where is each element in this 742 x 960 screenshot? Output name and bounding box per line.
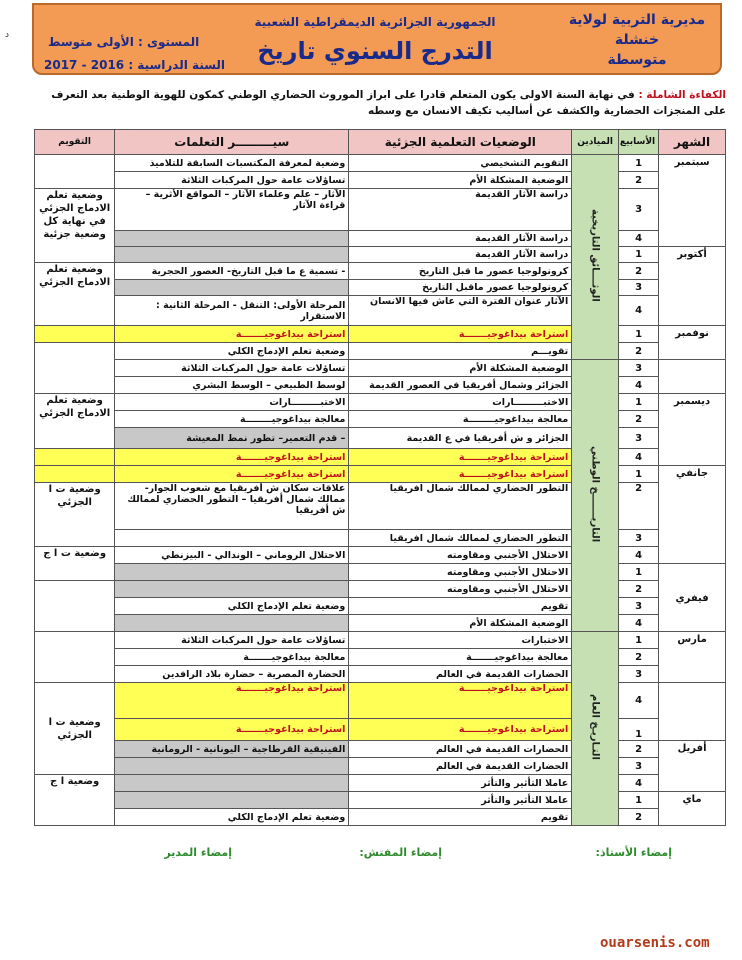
- overall-competence: [26, 87, 726, 119]
- footer-watermark: ouarsenis.com: [600, 935, 710, 951]
- situation-cell: معالجة بيداغوجيــــــــة: [349, 411, 572, 428]
- situation-cell: تقويم: [349, 809, 572, 826]
- competence-label: الكفاءة الشاملة :: [638, 89, 726, 101]
- table-row: [35, 809, 726, 826]
- week-cell: 1: [619, 564, 659, 581]
- week-cell: 1: [619, 326, 659, 343]
- table-row: [35, 564, 726, 581]
- month-cell: ديسمبر: [659, 394, 726, 466]
- table-row: [35, 296, 726, 326]
- situation-cell: تقويـــم: [349, 343, 572, 360]
- month-cell: مارس: [659, 632, 726, 683]
- progress-cell: [115, 231, 349, 247]
- progress-cell: المرحلة الأولى: التنقل - المرحلة الثانية : الاستقرار: [115, 296, 349, 326]
- domain-cell: [572, 155, 619, 360]
- table-row: [35, 172, 726, 189]
- table-row: [35, 530, 726, 547]
- week-cell: 3: [619, 598, 659, 615]
- competence-text: في نهاية السنة الاولى يكون المتعلم قادرا على ابراز الموروث الحضاري الوطني كمكون للهوية الوطنية بعد التعرف على المنجزات الحضارية والكشف عن أساليب تكيف الانسان مع وسطه: [51, 89, 726, 117]
- table-header-row: [35, 130, 726, 155]
- month-cell: أفريل: [659, 741, 726, 792]
- situation-cell: التطور الحضاري لممالك شمال افريقيا: [349, 530, 572, 547]
- month-cell: نوفمبر: [659, 326, 726, 360]
- progress-cell: تساؤلات عامة حول المركبات الثلاثة: [115, 172, 349, 189]
- progress-cell: [115, 581, 349, 598]
- domain-label: التاريـــــــخ الوطني: [589, 445, 601, 543]
- progress-cell: لوسط الطبيعي – الوسط البشري: [115, 377, 349, 394]
- director-signature: إمضاء المدير: [164, 846, 232, 859]
- teacher-signature: إمضاء الأستاذ:: [595, 846, 672, 859]
- month-cell: جانفي: [659, 466, 726, 564]
- progress-cell: [115, 615, 349, 632]
- situation-cell: معالجة بيداغوجيـــــــة: [349, 649, 572, 666]
- situation-cell: استراحة بيداغوجيـــــــة: [349, 466, 572, 483]
- table-row: [35, 343, 726, 360]
- month-cell: فيفري: [659, 564, 726, 632]
- week-cell: 4: [619, 683, 659, 719]
- week-cell: 1: [619, 155, 659, 172]
- domain-cell: [572, 360, 619, 632]
- evaluation-cell: وضعية تعلم الادماج الجزئي: [35, 263, 115, 326]
- situation-cell: الجزائر و ش أفريقيا في ع القديمة: [349, 428, 572, 449]
- situation-cell: كرونولوجيا عصور ما قبل التاريخ: [349, 263, 572, 280]
- month-cell: [659, 683, 726, 741]
- header-month: الشهر: [659, 130, 726, 155]
- progress-cell: الاحتلال الروماني – الوندالي - البيزنطي: [115, 547, 349, 564]
- week-cell: 3: [619, 360, 659, 377]
- evaluation-cell: وضعية ا ج: [35, 775, 115, 826]
- evaluation-cell: [35, 632, 115, 683]
- week-cell: 4: [619, 547, 659, 564]
- progress-cell: وضعية تعلم الإدماج الكلي: [115, 809, 349, 826]
- corner-mark: د: [5, 30, 10, 40]
- progress-cell: [115, 530, 349, 547]
- evaluation-cell: [35, 449, 115, 466]
- month-cell: أكتوبر: [659, 247, 726, 326]
- progress-cell: [115, 247, 349, 263]
- week-cell: 3: [619, 530, 659, 547]
- progress-cell: [115, 758, 349, 775]
- progress-cell: علاقات سكان ش أفريقيا مع شعوب الجوار- ممالك شمال أفريقيا – التطور الحضاري لممالك ش أفريقيا: [115, 483, 349, 530]
- evaluation-cell: وضعية ت ا ج: [35, 547, 115, 581]
- situation-cell: الوضعية المشكلة الأم: [349, 360, 572, 377]
- progress-cell: استراحة بيداغوجيـــــــة: [115, 449, 349, 466]
- table-row: [35, 263, 726, 280]
- week-cell: 4: [619, 449, 659, 466]
- progress-cell: الفينيقية القرطاجية – اليونانية - الرومانية: [115, 741, 349, 758]
- situation-cell: الاختبارات: [349, 632, 572, 649]
- progress-cell: الحضارة المصرية – حضارة بلاد الرافدين: [115, 666, 349, 683]
- progress-cell: [115, 792, 349, 809]
- progress-cell: [115, 564, 349, 581]
- table-row: [35, 632, 726, 649]
- domain-cell: [572, 632, 619, 826]
- situation-cell: الاحتلال الأجنبي ومقاومته: [349, 564, 572, 581]
- situation-cell: التطور الحضاري لممالك شمال افريقيا: [349, 483, 572, 530]
- header-progress: سيـــــــــر التعلمات: [115, 130, 349, 155]
- situation-cell: استراحة بيداغوجيـــــــة: [349, 326, 572, 343]
- progress-cell: - تسمية ع ما قبل التاريخ- العصور الحجرية: [115, 263, 349, 280]
- school-name: متوسطة: [607, 52, 667, 68]
- week-cell: 4: [619, 377, 659, 394]
- week-cell: 4: [619, 775, 659, 792]
- header-situations: الوضعيات التعلمية الجزئية: [349, 130, 572, 155]
- week-cell: 3: [619, 189, 659, 231]
- table-row: [35, 758, 726, 775]
- week-cell: 3: [619, 666, 659, 683]
- week-cell: 2: [619, 263, 659, 280]
- table-row: [35, 683, 726, 719]
- situation-cell: عاملا التأثير والتأثر: [349, 775, 572, 792]
- progress-cell: تساؤلات عامة حول المركبات الثلاثة: [115, 632, 349, 649]
- evaluation-cell: [35, 466, 115, 483]
- table-row: [35, 547, 726, 564]
- evaluation-cell: [35, 155, 115, 189]
- progress-cell: الآثار – علم وعلماء الآثار – المواقع الأثرية – قراءة الآثار: [115, 189, 349, 231]
- progress-cell: معالجة بيداغوجيـــــــة: [115, 649, 349, 666]
- month-cell: [659, 360, 726, 394]
- table-row: [35, 615, 726, 632]
- progress-cell: معالجة بيداغوجيــــــــة: [115, 411, 349, 428]
- domain-label: التـاريـخ العام: [589, 694, 601, 760]
- table-row: [35, 247, 726, 263]
- table-row: [35, 231, 726, 247]
- header-domain: الميادين: [572, 130, 619, 155]
- directorate-block: [562, 10, 712, 70]
- week-cell: 2: [619, 483, 659, 530]
- situation-cell: عاملا التأثير والتأثر: [349, 792, 572, 809]
- table-row: [35, 377, 726, 394]
- table-row: [35, 360, 726, 377]
- progress-cell: وضعية تعلم الإدماج الكلي: [115, 598, 349, 615]
- progress-cell: استراحة بيداغوجيـــــــة: [115, 719, 349, 741]
- week-cell: 3: [619, 280, 659, 296]
- table-row: [35, 792, 726, 809]
- week-cell: 4: [619, 615, 659, 632]
- week-cell: 2: [619, 343, 659, 360]
- week-cell: 4: [619, 296, 659, 326]
- situation-cell: الحضارات القديمة في العالم: [349, 741, 572, 758]
- situation-cell: استراحة بيداغوجيـــــــة: [349, 719, 572, 741]
- situation-cell: استراحة بيداغوجيـــــــة: [349, 449, 572, 466]
- domain-label: الوثــــائق التاريخية: [589, 209, 601, 302]
- table-row: [35, 155, 726, 172]
- situation-cell: الوضعية المشكلة الأم: [349, 172, 572, 189]
- document-title: التدرج السنوي تاريخ: [257, 37, 493, 65]
- table-row: [35, 449, 726, 466]
- table-row: [35, 666, 726, 683]
- directorate-name: مديرية التربية لولاية خنشلة: [568, 12, 706, 48]
- week-cell: 1: [619, 719, 659, 741]
- header-week: الأسابيع: [619, 130, 659, 155]
- week-cell: 1: [619, 632, 659, 649]
- week-cell: 1: [619, 792, 659, 809]
- progress-cell: [115, 775, 349, 792]
- evaluation-cell: وضعية ت ا الجزئي: [35, 483, 115, 547]
- evaluation-cell: [35, 581, 115, 632]
- progress-cell: استراحة بيداغوجيـــــــة: [115, 326, 349, 343]
- table-row: [35, 428, 726, 449]
- situation-cell: الاحتلال الأجنبي ومقاومته: [349, 547, 572, 564]
- school-year-label: السنة الدراسية : 2016 - 2017: [44, 58, 226, 72]
- progress-cell: وضعية لمعرفة المكتسبات السابقة للتلاميذ: [115, 155, 349, 172]
- situation-cell: دراسة الآثار القديمة: [349, 247, 572, 263]
- situation-cell: الوضعية المشكلة الأم: [349, 615, 572, 632]
- situation-cell: الآثار عنوان الفترة التي عاش فيها الانسان: [349, 296, 572, 326]
- table-row: [35, 598, 726, 615]
- week-cell: 1: [619, 466, 659, 483]
- document-header: [32, 3, 722, 75]
- table-row: [35, 581, 726, 598]
- month-cell: سبتمبر: [659, 155, 726, 247]
- situation-cell: التقويم التشخيصي: [349, 155, 572, 172]
- week-cell: 1: [619, 247, 659, 263]
- week-cell: 4: [619, 231, 659, 247]
- table-row: [35, 280, 726, 296]
- week-cell: 3: [619, 428, 659, 449]
- progress-cell: وضعية تعلم الإدماج الكلي: [115, 343, 349, 360]
- progression-table: [34, 129, 726, 826]
- table-row: [35, 394, 726, 411]
- table-row: [35, 411, 726, 428]
- evaluation-cell: [35, 326, 115, 343]
- week-cell: 2: [619, 411, 659, 428]
- evaluation-cell: وضعية ت ا الجزئي: [35, 683, 115, 775]
- evaluation-cell: [35, 343, 115, 394]
- table-row: [35, 483, 726, 530]
- progress-cell: [115, 280, 349, 296]
- evaluation-cell: وضعية تعلم الادماج الجزئي في نهاية كل وضعية جزئية: [35, 189, 115, 263]
- week-cell: 2: [619, 581, 659, 598]
- week-cell: 3: [619, 758, 659, 775]
- week-cell: 2: [619, 172, 659, 189]
- situation-cell: الحضارات القديمة في العالم: [349, 666, 572, 683]
- table-row: [35, 719, 726, 741]
- progress-cell: استراحة بيداغوجيـــــــة: [115, 466, 349, 483]
- header-evaluation: التقويم: [35, 130, 115, 155]
- situation-cell: الاختبـــــــــارات: [349, 394, 572, 411]
- situation-cell: دراسة الآثار القديمة: [349, 189, 572, 231]
- table-row: [35, 775, 726, 792]
- table-row: [35, 189, 726, 231]
- week-cell: 1: [619, 394, 659, 411]
- table-row: [35, 466, 726, 483]
- table-row: [35, 649, 726, 666]
- situation-cell: دراسة الآثار القديمة: [349, 231, 572, 247]
- situation-cell: الحضارات القديمة في العالم: [349, 758, 572, 775]
- month-cell: ماي: [659, 792, 726, 826]
- week-cell: 2: [619, 741, 659, 758]
- week-cell: 2: [619, 809, 659, 826]
- inspector-signature: إمضاء المفتش:: [359, 846, 442, 859]
- republic-name: الجمهورية الجزائرية الديمقراطية الشعبية: [254, 15, 496, 29]
- level-label: المستوى : الأولى متوسط: [48, 35, 200, 49]
- evaluation-cell: وضعية تعلم الادماج الجزئي: [35, 394, 115, 449]
- progress-cell: تساؤلات عامة حول المركبات الثلاثة: [115, 360, 349, 377]
- situation-cell: تقويم: [349, 598, 572, 615]
- progress-cell: استراحة بيداغوجيـــــــة: [115, 683, 349, 719]
- progress-cell: الاختبـــــــــارات: [115, 394, 349, 411]
- situation-cell: الاحتلال الأجنبي ومقاومته: [349, 581, 572, 598]
- table-row: [35, 326, 726, 343]
- progress-cell: – قدم التعمير– تطور نمط المعيشة: [115, 428, 349, 449]
- week-cell: 2: [619, 649, 659, 666]
- situation-cell: استراحة بيداغوجيـــــــة: [349, 683, 572, 719]
- situation-cell: كرونولوجيا عصور ماقبل التاريخ: [349, 280, 572, 296]
- table-row: [35, 741, 726, 758]
- situation-cell: الجزائر وشمال أفريقيا في العصور القديمة: [349, 377, 572, 394]
